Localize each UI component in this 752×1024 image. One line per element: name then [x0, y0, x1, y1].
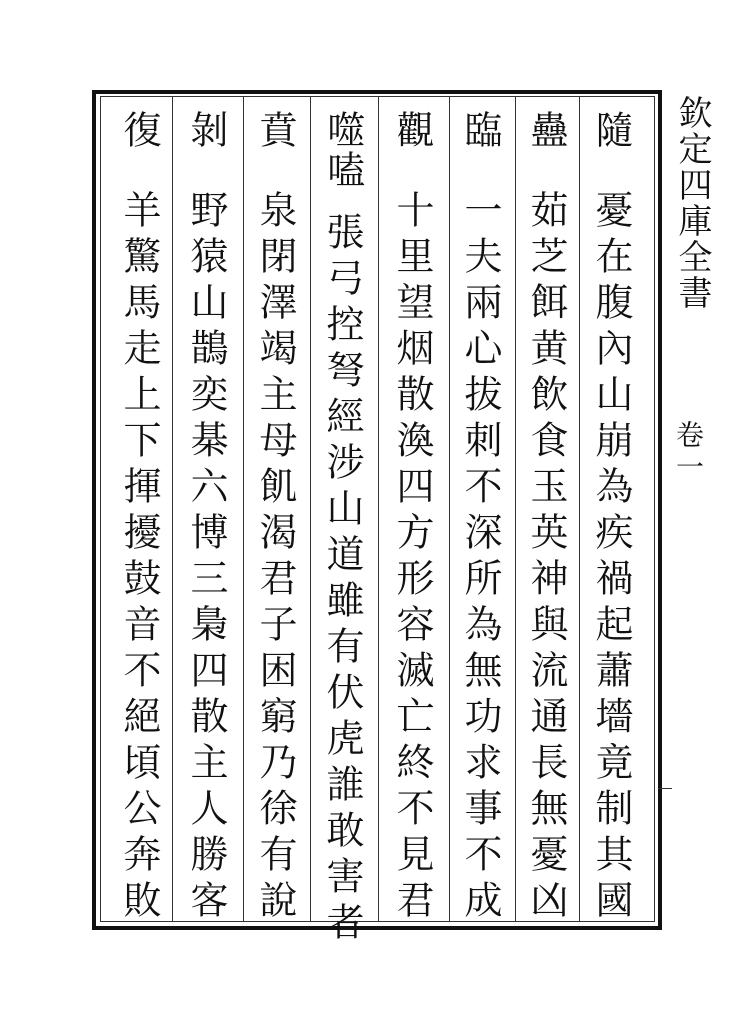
- column-rule: [449, 97, 450, 921]
- entry-heading: 臨: [458, 110, 502, 156]
- column-rule: [243, 97, 244, 921]
- entry-text: 泉閉澤竭主母飢渴君子困窮乃徐有說: [253, 190, 297, 926]
- column-rule: [378, 97, 379, 921]
- entry-heading: 賁: [253, 110, 297, 156]
- entry-text: 十里望烟散渙四方形容滅亡終不見君: [390, 190, 434, 926]
- entry-text: 一夫兩心拔刺不深所為無功求事不成: [458, 190, 502, 926]
- book-title-margin: 欽定四庫全書: [672, 95, 712, 311]
- column-rule: [310, 97, 311, 921]
- entry-text: 張弓控弩經涉山道雖有伏虎誰敢害者: [320, 212, 364, 948]
- entry-heading: 隨: [589, 110, 633, 156]
- entry-heading: 噬嗑: [320, 110, 365, 190]
- column-rule: [579, 97, 580, 921]
- entry-heading: 蠱: [524, 110, 568, 156]
- entry-text: 野猿山鵲奕棊六博三梟四散主人勝客: [184, 190, 228, 926]
- column-rule: [515, 97, 516, 921]
- margin-tick: [658, 788, 672, 789]
- entry-text: 憂在腹內山崩為疾禍起蕭墻竟制其國: [589, 190, 633, 926]
- entry-heading: 觀: [390, 110, 434, 156]
- entry-heading: 剝: [184, 110, 228, 156]
- volume-label: 卷一: [672, 420, 705, 484]
- entry-heading: 復: [117, 110, 161, 156]
- column-rule: [172, 97, 173, 921]
- entry-text: 茹芝餌黄飲食玉英神與流通長無憂凶: [524, 190, 568, 926]
- entry-text: 羊驚馬走上下揮擾鼓音不絕頃公奔敗: [117, 190, 161, 926]
